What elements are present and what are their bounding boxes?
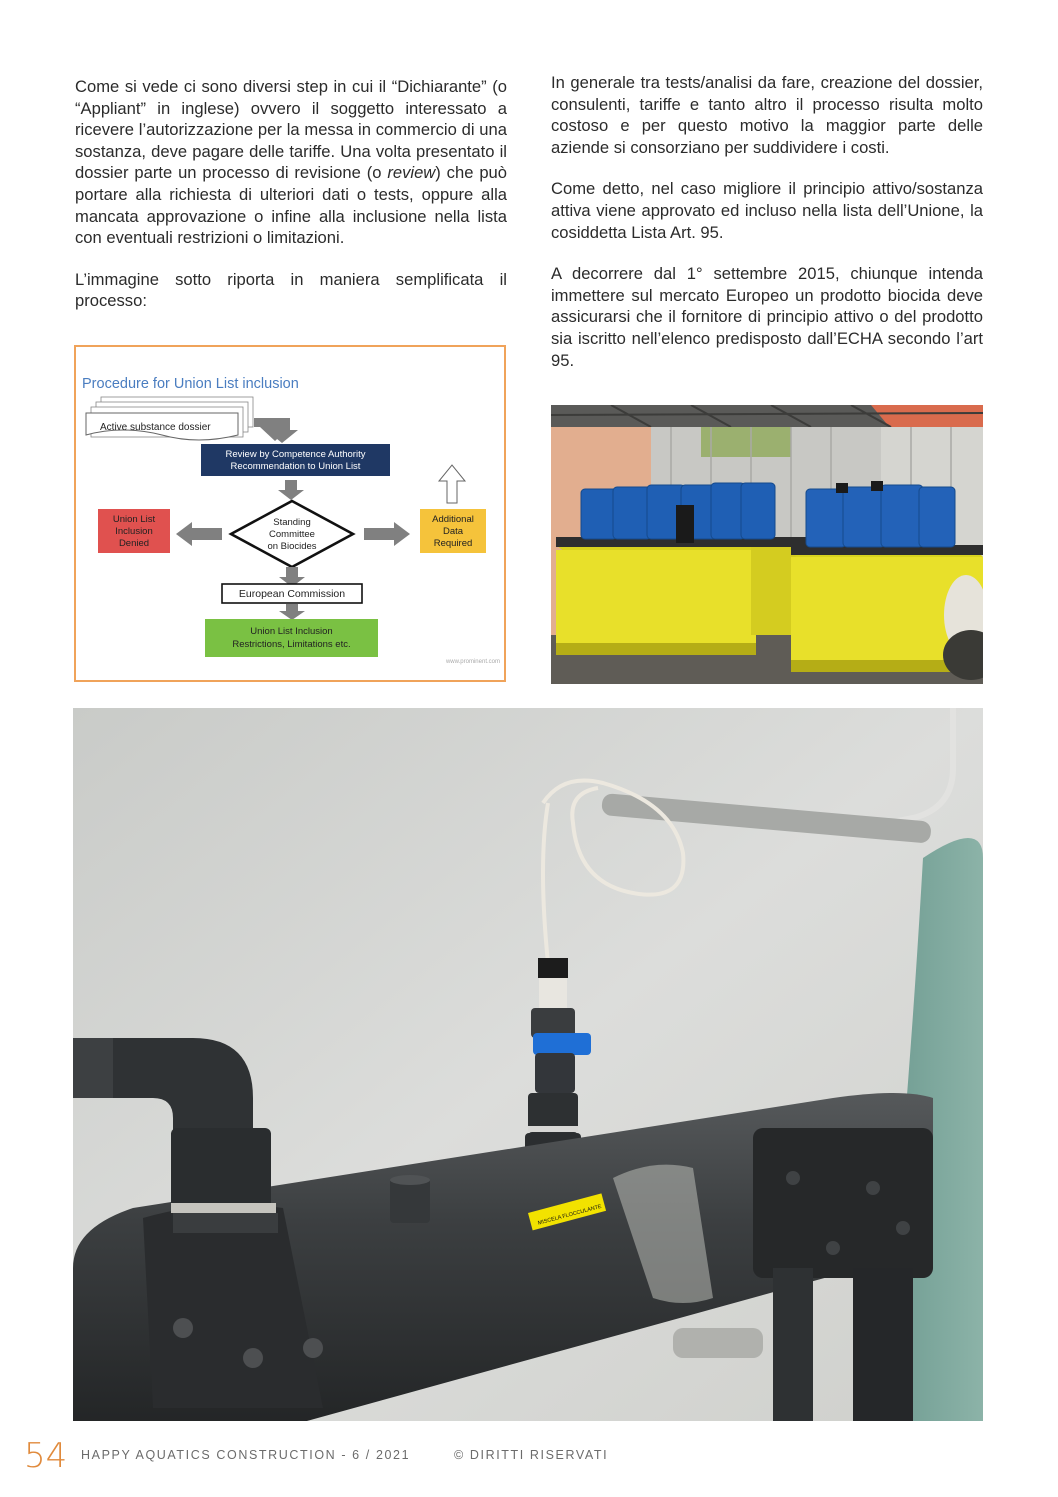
arrow-down-3-icon (279, 604, 305, 620)
commission-label: European Commission (238, 588, 346, 600)
additional-label-3: Required (433, 538, 473, 549)
denied-label-2: Inclusion (115, 526, 153, 537)
right-paragraph-1: In generale tra tests/analisi da fare, creazione del dossier, consulenti, tariffe e tanto altro il processo risulta molto costoso e per questo motivo la maggior parte delle aziende si consorziano per suddividere i costi. (551, 73, 983, 157)
photo-pipe-illustration (73, 708, 983, 1421)
inclusion-label-1: Union List Inclusion (250, 626, 333, 637)
arrow-up-hollow-icon (439, 465, 465, 503)
arrow-right-icon (364, 522, 410, 546)
denied-label-3: Denied (118, 538, 150, 549)
magazine-name: HAPPY AQUATICS CONSTRUCTION - 6 / 2021 (81, 1448, 411, 1462)
additional-label-2: Data (442, 526, 464, 537)
photo-chemical-tanks (551, 405, 983, 684)
arrow-left-icon (176, 522, 222, 546)
pipe-tag-label: MISCELA FLOCCULANTE (537, 1203, 603, 1227)
photo-tanks-illustration (551, 405, 983, 684)
arrow-down-1-icon (278, 480, 304, 500)
committee-label-2: Committee (269, 529, 315, 540)
inclusion-label-2: Restrictions, Limitations etc. (232, 639, 351, 650)
copyright-notice: © DIRITTI RISERVATI (454, 1448, 609, 1462)
left-text-column (75, 76, 507, 332)
review-label-1: Review by Competence Authority (225, 449, 366, 460)
committee-label-3: on Biocides (267, 541, 317, 552)
dossier-stack (86, 397, 253, 440)
dossier-label: Active substance dossier (100, 422, 211, 433)
inclusion-box (205, 619, 378, 657)
page-number: 54 (24, 1436, 68, 1476)
diagram-canvas (76, 347, 504, 680)
diagram-credit: www.prominent.com (445, 659, 500, 665)
left-paragraph-2: L’immagine sotto riporta in maniera semplificata il processo: (75, 269, 507, 311)
page-footer (24, 1436, 1024, 1476)
right-text-column (551, 72, 983, 391)
photo-dosing-pipe (73, 708, 983, 1421)
committee-label-1: Standing (273, 517, 311, 528)
right-paragraph-3: A decorrere dal 1° settembre 2015, chiunque intenda immettere sul mercato Europeo un prodotto biocida deve assicurarsi che il fornitore di principio attivo o del prodotto sia iscritto nell’elenco predisposto dall’ECHA secondo l’art 95. (551, 264, 983, 370)
review-label-2: Recommendation to Union List (230, 461, 361, 472)
union-list-procedure-diagram (74, 345, 506, 682)
denied-label-1: Union List (112, 514, 156, 525)
diagram-title: Procedure for Union List inclusion (82, 376, 299, 392)
left-paragraph-1: Come si vede ci sono diversi step in cui il “Dichiarante” (o “Appliant” in inglese) ovvero il soggetto interessato a ricevere l’autorizzazione per la messa in commercio di una sostanza, deve pagare delle tariffe. Una volta presentato il dossier parte un processo di revisione (o review) che può portare alla richiesta di ulteriori dati o tests, oppure alla mancata approvazione o infine alla inclusione nella lista con eventuali restrizioni o limitazioni. (75, 77, 508, 248)
right-paragraph-2: Come detto, nel caso migliore il principio attivo/sostanza attiva viene approvato ed incluso nella lista dell’Unione, la cosiddetta Lista Art. 95. (551, 179, 983, 242)
additional-label-1: Additional (432, 514, 474, 525)
